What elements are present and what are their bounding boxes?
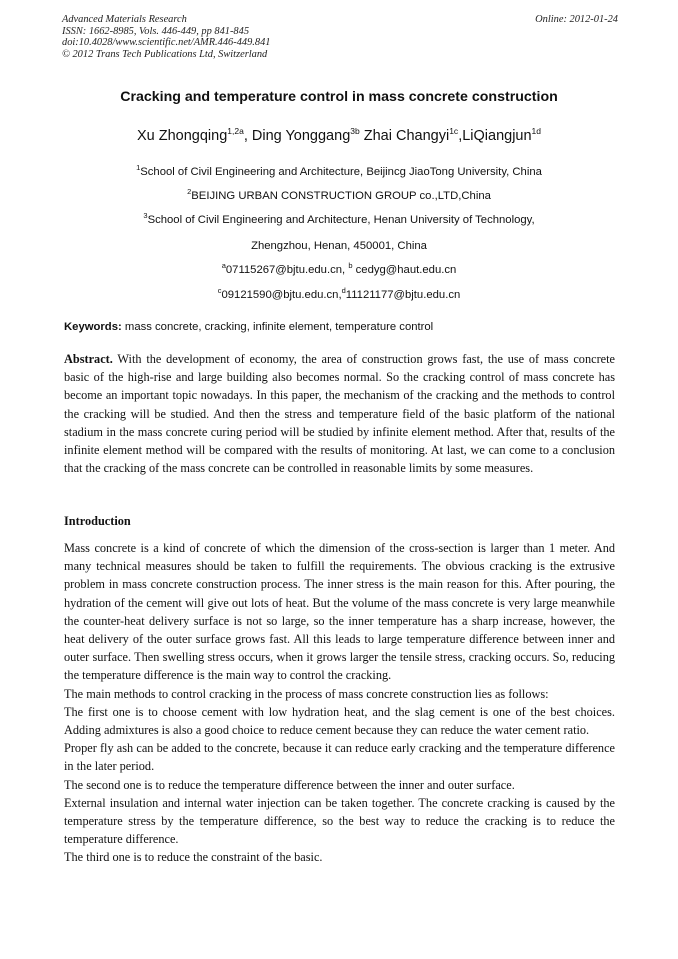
online-date: Online: 2012-01-24	[535, 14, 618, 25]
affiliation-mark: 3	[143, 211, 148, 220]
author-name: Xu Zhongqing	[136, 128, 228, 144]
email-b: cedyg@haut.edu.cn	[352, 264, 457, 276]
abstract-paragraph	[64, 350, 615, 477]
affiliation-mark: 2	[187, 187, 192, 196]
email-mark: a	[221, 261, 226, 270]
affiliation-3-address: Zhengzhou, Henan, 450001, China	[251, 240, 427, 252]
paragraph: The main methods to control cracking in the process of mass concrete construction lies as follows:	[64, 686, 549, 701]
email-line-2	[0, 286, 678, 301]
author-name: Zhai Changyi	[363, 128, 450, 144]
author-list	[0, 128, 678, 144]
paragraph: The second one is to reduce the temperature difference between the inner and outer surface.	[64, 777, 515, 792]
issn-line: ISSN: 1662-8985, Vols. 446-449, pp 841-845	[62, 25, 250, 37]
paragraph: Proper fly ash can be added to the concrete, because it can reduce early cracking and the temperature difference in the later period.	[64, 741, 615, 774]
affiliation-1	[0, 163, 678, 178]
author-affiliation-mark: 1c	[449, 126, 459, 136]
affiliation-text: School of Civil Engineering and Architecture, Henan University of Technology,	[147, 214, 535, 226]
email-line-1	[0, 261, 678, 276]
copyright-line: © 2012 Trans Tech Publications Ltd, Switzerland	[62, 48, 268, 60]
abstract-label: Abstract.	[64, 352, 113, 366]
paragraph: External insulation and internal water injection can be taken together. The concrete cracking is caused by the temperature stress by the temperature difference, so the best way to reduce the cracking is to reduce the temperature difference.	[64, 795, 615, 847]
email-c: 09121590@bjtu.edu.cn,	[221, 289, 342, 301]
email-a: 07115267@bjtu.edu.cn,	[225, 264, 349, 276]
author-affiliation-mark: 1d	[531, 126, 542, 136]
email-mark: b	[348, 261, 353, 270]
author-name: Ding Yonggang	[251, 128, 351, 144]
keywords	[64, 321, 433, 333]
abstract	[64, 350, 615, 477]
section-heading-introduction: Introduction	[64, 514, 131, 528]
affiliation-text: School of Civil Engineering and Architecture, Beijincg JiaoTong University, China	[140, 166, 542, 178]
email-d: 11121177@bjtu.edu.cn	[345, 289, 461, 301]
email-mark: d	[341, 286, 346, 295]
paragraph: The third one is to reduce the constraint of the basic.	[64, 850, 323, 865]
paragraph: The first one is to choose cement with low hydration heat, and the slag cement is one of the best choices. Adding admixtures is also a good choice to reduce cement because they can reduce the water cement ratio.	[64, 704, 615, 738]
paragraph: Mass concrete is a kind of concrete of which the dimension of the cross-section is larger than 1 meter. And many technical measures should be taken to fulfill the requirements. The obvious cracking is the extrusive problem in mass concrete construction process. The inner stress is the main reason for this. After pouring, the hydration of the cement will give out lots of heat. But the volume of the mass concrete is very large meanwhile the counter-heat delivery surface is not so large, so the inner temperature has a sharp increase, however, the heat delivery of the outer surface grows fast. All this leads to large temperature difference between inner and outer surface. Then swelling stress occurs, when it grows larger the tensile stress, cracking occurs. So, reducing the temperature difference is the main way to control the cracking.	[64, 541, 615, 683]
author-affiliation-mark: 1,2a	[227, 126, 244, 136]
email-mark: c	[217, 286, 222, 295]
doi-line: doi:10.4028/www.scientific.net/AMR.446-449.841	[62, 37, 271, 48]
author-separator: ,	[243, 128, 252, 144]
affiliation-3	[0, 211, 678, 226]
journal-header	[62, 14, 618, 60]
paper-title: Cracking and temperature control in mass concrete construction	[120, 89, 558, 105]
author-separator: ,	[458, 128, 463, 144]
author-name: LiQiangjun	[462, 128, 532, 144]
keywords-label: Keywords:	[64, 321, 122, 333]
affiliation-text: BEIJING URBAN CONSTRUCTION GROUP co.,LTD,China	[191, 190, 491, 202]
affiliation-mark: 1	[136, 163, 141, 172]
introduction-body	[64, 539, 615, 867]
journal-name: Advanced Materials Research	[62, 14, 187, 25]
affiliation-2	[0, 187, 678, 202]
keywords-text: mass concrete, cracking, infinite element, temperature control	[121, 321, 434, 333]
author-affiliation-mark: 3b	[350, 126, 360, 136]
abstract-text: With the development of economy, the area of construction grows fast, the use of mass concrete basic of the high-rise and large building also becomes normal. So the cracking control of mass concrete has become an important topic nowadays. In this paper, the mechanism of the cracking and the methods to control the cracking will be studied. And then the stress and temperature field of the basic platform of the national stadium in the mass concrete curing period will be studied by infinite element method. After that, results of the infinite element method will be compared with the results of monitoring. At last, we can come to a conclusion that the cracking of the mass concrete can be controlled in reasonable limits by some measures.	[64, 352, 615, 476]
